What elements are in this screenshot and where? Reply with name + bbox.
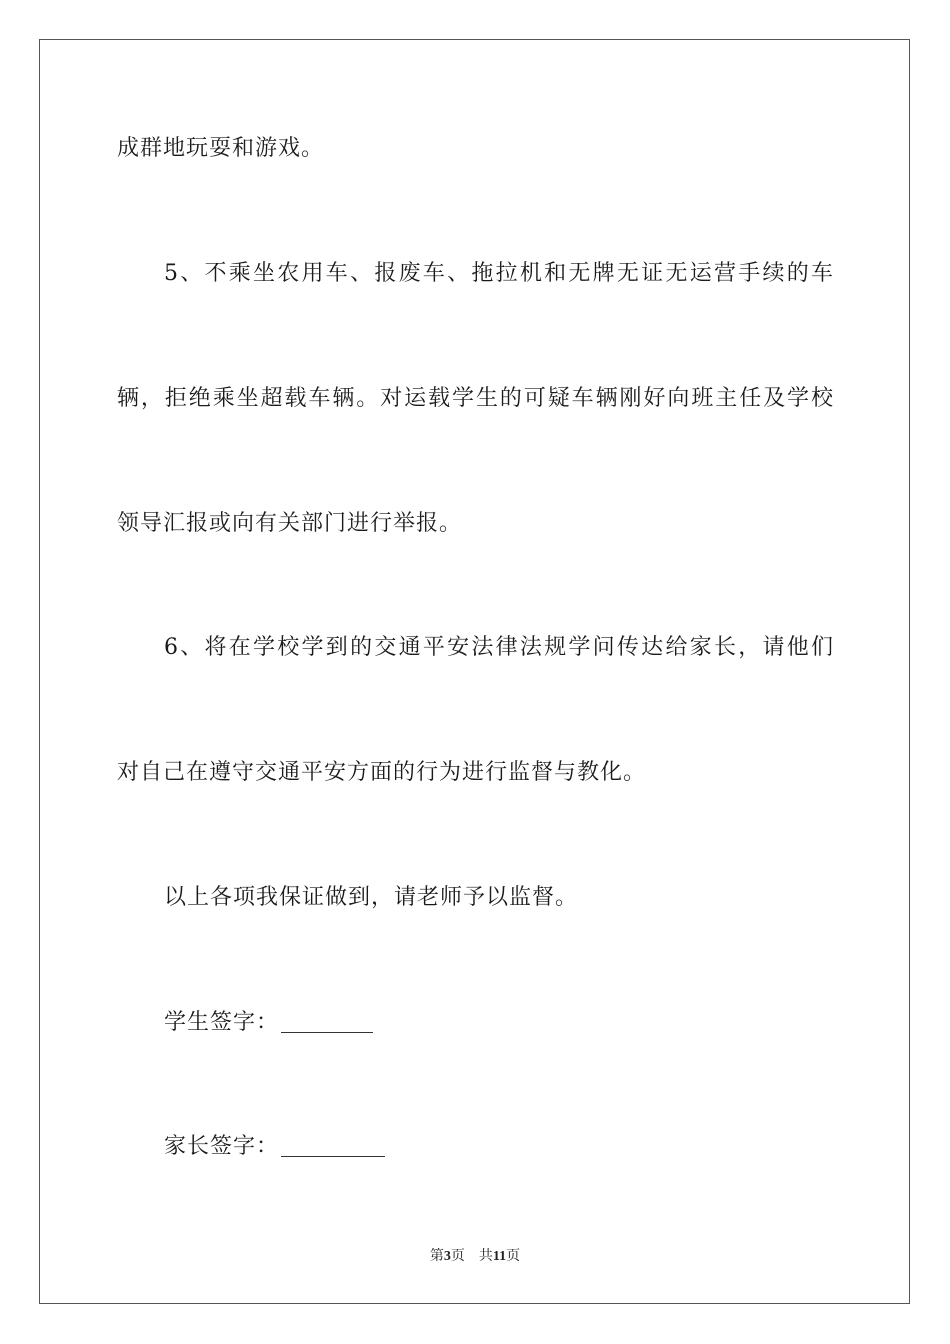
paragraph-line: 领导汇报或向有关部门进行举报。 <box>117 511 463 536</box>
student-signature-row <box>164 1008 373 1038</box>
paragraph-line: 对自己在遵守交通平安方面的行为进行监督与教化。 <box>117 760 647 785</box>
paragraph-line: 辆，拒绝乘坐超载车辆。对运载学生的可疑车辆刚好向班主任及学校 <box>117 386 833 411</box>
footer-prefix: 第 <box>429 1249 444 1264</box>
parent-signature-label: 家长签字： <box>164 1134 280 1159</box>
student-signature-label: 学生签字： <box>164 1010 280 1035</box>
paragraph-line: 以上各项我保证做到，请老师予以监督。 <box>164 885 579 910</box>
footer-total-pages: 11 <box>492 1249 507 1264</box>
paragraph-line: 5、不乘坐农用车、报废车、拖拉机和无牌无证无运营手续的车 <box>164 261 833 286</box>
footer-page-word: 页 <box>450 1249 465 1264</box>
student-signature-blank[interactable] <box>281 1010 373 1033</box>
footer-total-prefix: 共 <box>478 1249 493 1264</box>
paragraph-line: 6、将在学校学到的交通平安法律法规学问传达给家长，请他们 <box>164 635 833 660</box>
paragraph-line: 成群地玩耍和游戏。 <box>117 136 325 161</box>
parent-signature-blank[interactable] <box>281 1134 385 1157</box>
parent-signature-row <box>164 1132 385 1162</box>
page-footer <box>0 1247 950 1267</box>
page-border <box>39 39 910 1304</box>
footer-total-suffix: 页 <box>506 1249 521 1264</box>
footer-current-page: 3 <box>443 1249 451 1264</box>
